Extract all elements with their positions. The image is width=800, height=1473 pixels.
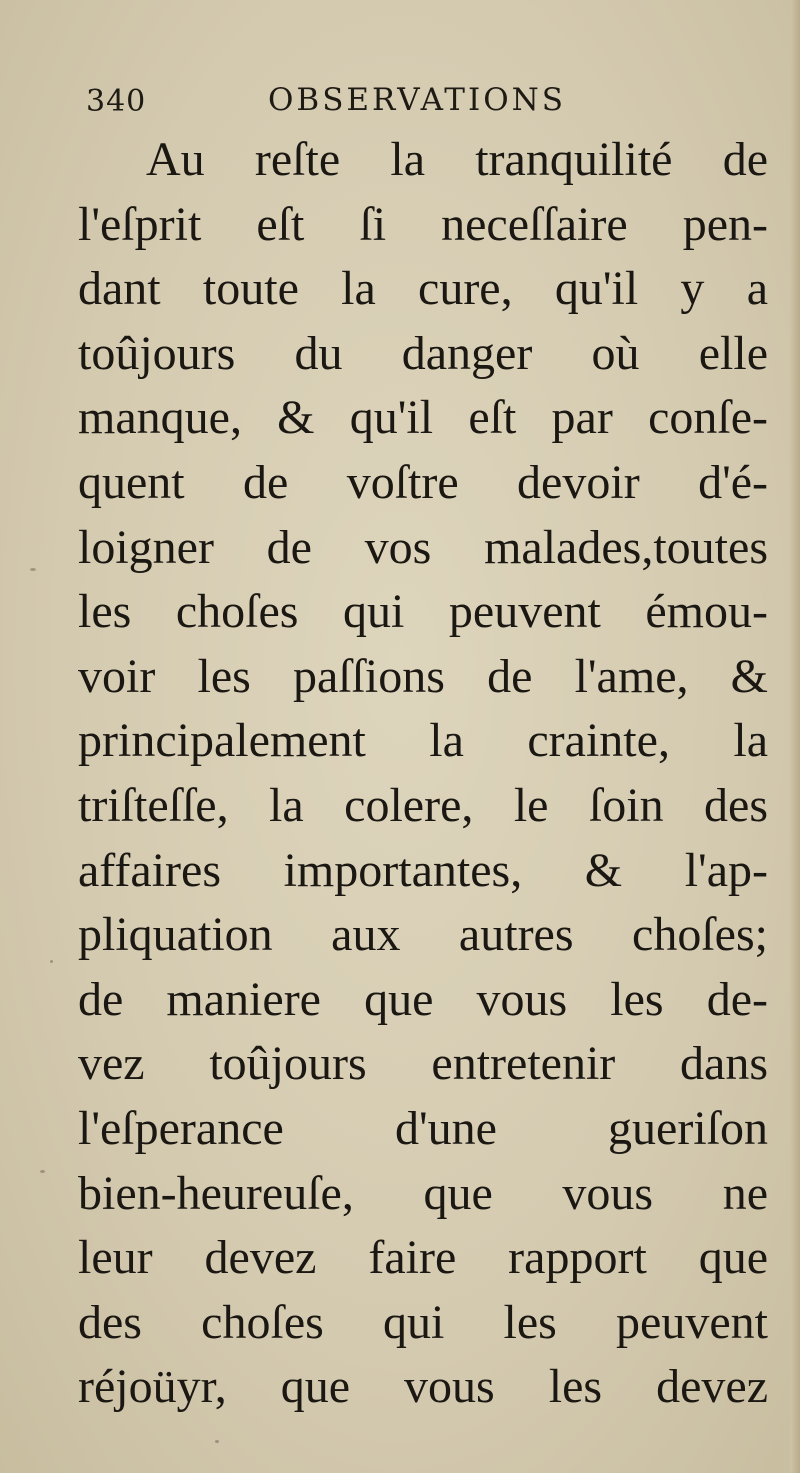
paper-speck [50, 960, 53, 963]
text-line: quent de voſtre devoir d'é- [78, 455, 768, 509]
text-line: l'eſperance d'une gueriſon [78, 1101, 768, 1155]
text-line: Au reſte la tranquilité de [146, 133, 768, 186]
text-line: réjoüyr, que vous les devez [78, 1360, 768, 1414]
page-number: 340 [86, 84, 147, 119]
text-line: pliquation aux autres choſes; [78, 908, 768, 962]
text-line: l'eſprit eſt ſi neceſſaire pen- [78, 197, 768, 251]
paper-speck [215, 1440, 219, 1443]
text-line: manque, & qu'il eſt par conſe- [78, 391, 768, 445]
paper-speck [30, 568, 36, 571]
text-line: voir les paſſions de l'ame, & [78, 649, 768, 703]
paper-speck [40, 1170, 45, 1173]
text-line: toûjours du danger où elle [78, 326, 768, 380]
text-line: loigner de vos malades,toutes [78, 520, 768, 574]
text-line: triſteſſe, la colere, le ſoin des [78, 778, 768, 832]
text-line: de maniere que vous les de- [78, 972, 768, 1026]
text-line: dant toute la cure, qu'il y a [78, 262, 768, 316]
text-line: affaires importantes, & l'ap- [78, 843, 768, 897]
text-line: les choſes qui peuvent émou- [78, 585, 768, 639]
text-line: bien-heureuſe, que vous ne [78, 1166, 768, 1220]
body-text [78, 128, 768, 1420]
running-head [86, 82, 646, 122]
text-line: des choſes qui les peuvent [78, 1295, 768, 1349]
text-line: principalement la crainte, la [78, 714, 768, 768]
text-line: vez toûjours entretenir dans [78, 1037, 768, 1091]
text-line: leur devez faire rapport que [78, 1231, 768, 1285]
running-title: OBSERVATIONS [268, 82, 566, 118]
page-edge [790, 0, 800, 1473]
